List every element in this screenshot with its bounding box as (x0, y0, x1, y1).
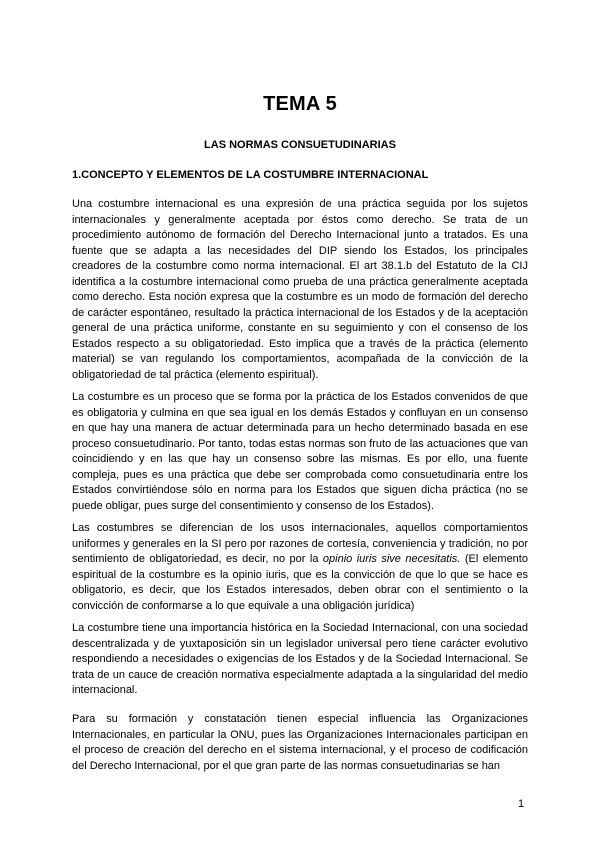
paragraph-4: La costumbre tiene una importancia histórica en la Sociedad Internacional, con una sociedad descentralizada y de yuxtaposición sin un legislador universal pero tiene carácter evolutivo respondiendo a necesidades o exigencias de los Estados y de la Sociedad Internacional. Se trata de un cauce de creación normativa especialmente adaptada a la singularidad del medio internacional. (72, 622, 528, 697)
paragraph-5: Para su formación y constatación tienen especial influencia las Organizaciones Internacionales, en particular la ONU, pues las Organizaciones Internacionales participan en el proceso de creación del derecho en el sistema internacional, y el proceso de codificación del Derecho Internacional, por el que gran parte de las normas consuetudinarias se han (72, 713, 528, 772)
page-title: TEMA 5 (263, 93, 337, 115)
paragraph-3-text-start: Las costumbres se diferencian de los usos internacionales, aquellos comportamientos uniformes y generales en la SI pero por razones de cortesía, conveniencia y tradición, no por sentimiento de obligatoriedad, es decir, no por la (72, 522, 528, 566)
paragraph-3-text-end: (El elemento espiritual de la costumbre es la opinio iuris, que es la convicción de que lo que se hace es obligatorio, es decir, que los Estados interesados, deben obrar con el sentimiento o la convicción de conformarse a lo que equivale a una obligación jurídica) (72, 553, 528, 612)
document-subtitle: LAS NORMAS CONSUETUDINARIAS (204, 139, 396, 151)
paragraph-3 (72, 521, 528, 614)
page-number: 1 (518, 798, 525, 810)
paragraph-1: Una costumbre internacional es una expresión de una práctica seguida por los sujetos internacionales y generalmente aceptada por éstos como derecho. Se trata de un procedimiento autónomo de formación del Derecho Internacional junto a tratados. Es una fuente que se adapta a las necesidades del DIP siendo los Estados, los principales creadores de la costumbre como norma internacional. El art 38.1.b del Estatuto de la CIJ identifica a la costumbre internacional como prueba de una práctica generalmente aceptada como derecho. Esta noción expresa que la costumbre es un modo de formación del derecho de carácter espontáneo, resultado la práctica internacional de los Estados y de la aceptación general de una práctica uniforme, constante en su seguimiento y con el consenso de los Estados respecto a su obligatoriedad. Esto implica que a través de la práctica (elemento material) se van regulando los comportamientos, acompañada de la convicción de la obligatoriedad de tal práctica (elemento espiritual). (72, 198, 528, 382)
section-heading: 1.CONCEPTO Y ELEMENTOS DE LA COSTUMBRE INTERNACIONAL (72, 169, 429, 181)
paragraph-2: La costumbre es un proceso que se forma por la práctica de los Estados convenidos de que es obligatoria y culmina en que sea igual en los demás Estados y confluyan en un consenso en que hay una manera de actuar determinada para un hecho determinado basada en ese proceso consuetudinario. Por tanto, todas estas normas son fruto de las actuaciones que van coincidiendo y en las que hay un consenso sobre las mismas. Es por ello, una fuente compleja, pues es una práctica que debe ser comprobada como consuetudinaria entre los Estados convirtiéndose sólo en norma para los Estados que siguen dicha práctica (no se puede obligar, pues surge del consentimiento y consenso de los Estados). (72, 391, 528, 512)
paragraph-3-latin-term: opinio iuris sive necesitatis. (322, 553, 461, 566)
